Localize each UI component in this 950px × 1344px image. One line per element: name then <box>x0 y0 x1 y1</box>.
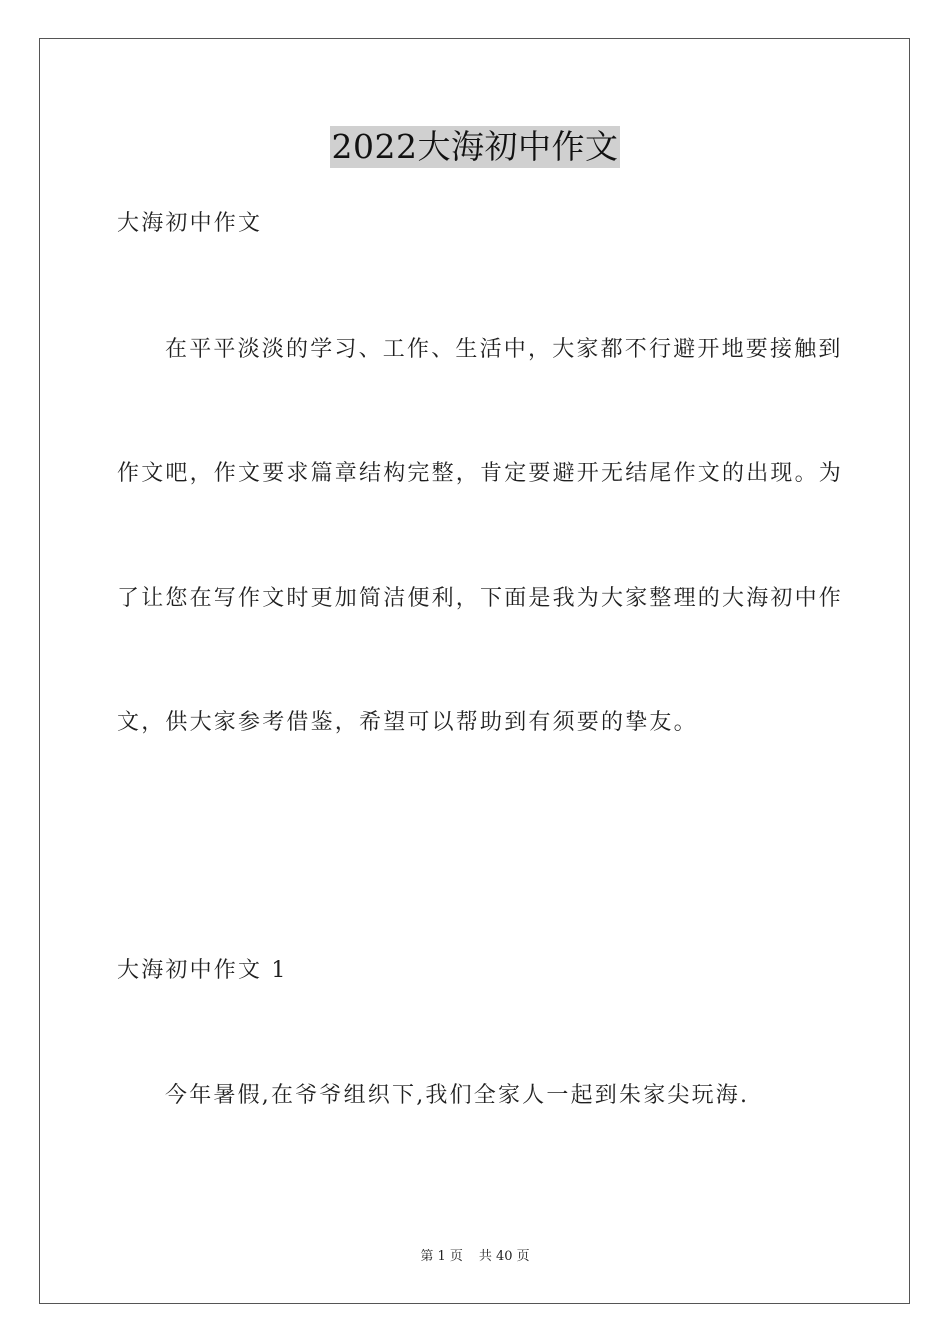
intro-line-4: 文，供大家参考借鉴，希望可以帮助到有须要的挚友。 <box>117 710 698 735</box>
section-heading: 大海初中作文 1 <box>117 958 288 983</box>
page-number: 第 1 页 <box>420 1249 463 1264</box>
title-container <box>0 126 950 168</box>
document-subtitle: 大海初中作文 <box>117 211 263 236</box>
document-title: 2022大海初中作文 <box>331 127 619 166</box>
intro-line-2: 作文吧，作文要求篇章结构完整，肯定要避开无结尾作文的出现。为 <box>117 461 844 486</box>
page-total: 共 40 页 <box>478 1249 530 1264</box>
page-footer <box>0 1248 950 1266</box>
section-first-line: 今年暑假,在爷爷组织下,我们全家人一起到朱家尖玩海. <box>165 1083 750 1108</box>
intro-line-1: 在平平淡淡的学习、工作、生活中，大家都不行避开地要接触到 <box>165 337 843 362</box>
intro-line-3: 了让您在写作文时更加简洁便利，下面是我为大家整理的大海初中作 <box>117 586 844 611</box>
